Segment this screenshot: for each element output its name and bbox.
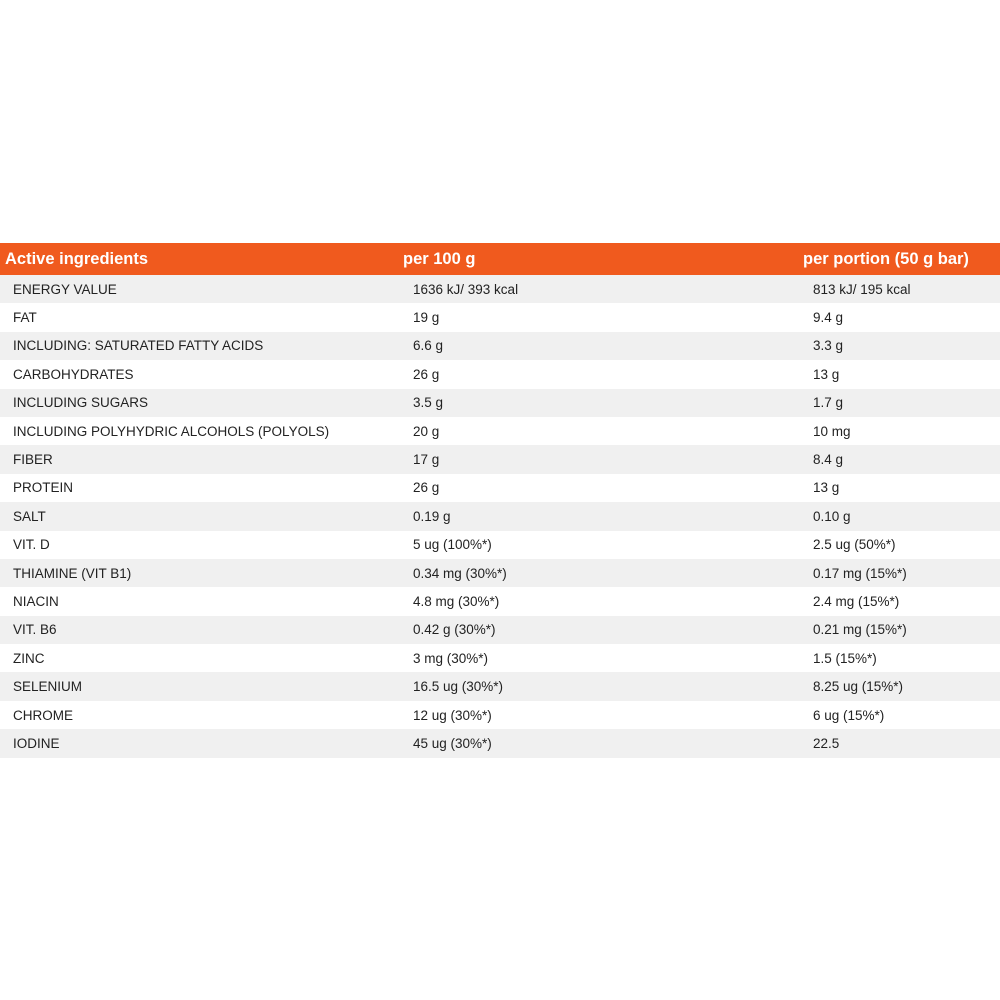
table-header (0, 243, 1000, 275)
per-portion-value-cell: 8.25 ug (15%*) (813, 679, 904, 695)
per-portion-value-cell: 13 g (813, 480, 840, 496)
ingredient-name-cell: VIT. B6 (13, 622, 57, 638)
ingredient-name-cell: IODINE (13, 735, 60, 751)
per-100g-value-cell: 0.42 g (30%*) (413, 622, 496, 638)
nutrition-table (0, 243, 1000, 758)
table-row (0, 729, 1000, 757)
table-row (0, 701, 1000, 729)
ingredient-name-cell: FIBER (13, 452, 53, 468)
per-100g-value-cell: 1636 kJ/ 393 kcal (413, 281, 519, 297)
per-100g-value-cell: 4.8 mg (30%*) (413, 593, 500, 609)
ingredient-name-cell: PROTEIN (13, 480, 74, 496)
per-100g-value-cell: 16.5 ug (30%*) (413, 679, 504, 695)
ingredient-name-cell: SELENIUM (13, 679, 83, 695)
ingredient-name-cell: CHROME (13, 707, 73, 723)
ingredient-name-cell: NIACIN (13, 593, 59, 609)
per-portion-value-cell: 22.5 (813, 735, 840, 751)
header-per-100g: per 100 g (403, 249, 476, 268)
ingredient-name-cell: INCLUDING SUGARS (13, 395, 149, 411)
per-portion-value-cell: 13 g (813, 366, 840, 382)
table-row (0, 303, 1000, 331)
per-100g-value-cell: 19 g (413, 310, 440, 326)
per-portion-value-cell: 0.17 mg (15%*) (813, 565, 907, 581)
per-portion-value-cell: 1.5 (15%*) (813, 650, 877, 666)
table-row (0, 587, 1000, 615)
per-portion-value-cell: 813 kJ/ 195 kcal (813, 281, 911, 297)
ingredient-name-cell: ZINC (13, 650, 45, 666)
per-portion-value-cell: 8.4 g (813, 452, 844, 468)
per-100g-value-cell: 5 ug (100%*) (413, 537, 492, 553)
table-row (0, 672, 1000, 700)
table-row (0, 445, 1000, 473)
table-row (0, 502, 1000, 530)
per-100g-value-cell: 26 g (413, 366, 440, 382)
per-100g-value-cell: 0.19 g (413, 508, 451, 524)
ingredient-name-cell: INCLUDING: SATURATED FATTY ACIDS (13, 338, 264, 354)
table-row (0, 332, 1000, 360)
table-row (0, 417, 1000, 445)
per-portion-value-cell: 1.7 g (813, 395, 844, 411)
per-portion-value-cell: 10 mg (813, 423, 851, 439)
ingredient-name-cell: SALT (13, 508, 46, 524)
ingredient-name-cell: CARBOHYDRATES (13, 366, 134, 382)
table-row (0, 360, 1000, 388)
per-100g-value-cell: 3.5 g (413, 395, 444, 411)
table-row (0, 474, 1000, 502)
per-portion-value-cell: 0.21 mg (15%*) (813, 622, 907, 638)
ingredient-name-cell: ENERGY VALUE (13, 281, 117, 297)
ingredient-name-cell: VIT. D (13, 537, 50, 553)
table-row (0, 559, 1000, 587)
header-row (0, 243, 1000, 275)
header-active-ingredients: Active ingredients (5, 249, 149, 268)
per-portion-value-cell: 0.10 g (813, 508, 851, 524)
table-body (0, 275, 1000, 758)
per-portion-value-cell: 2.5 ug (50%*) (813, 537, 896, 553)
per-100g-value-cell: 17 g (413, 452, 440, 468)
table-row (0, 616, 1000, 644)
per-100g-value-cell: 12 ug (30%*) (413, 707, 492, 723)
ingredient-name-cell: INCLUDING POLYHYDRIC ALCOHOLS (POLYOLS) (13, 423, 330, 439)
per-portion-value-cell: 3.3 g (813, 338, 844, 354)
table-row (0, 531, 1000, 559)
per-portion-value-cell: 2.4 mg (15%*) (813, 593, 900, 609)
per-portion-value-cell: 6 ug (15%*) (813, 707, 885, 723)
table-row (0, 389, 1000, 417)
ingredient-name-cell: FAT (13, 310, 37, 326)
per-100g-value-cell: 6.6 g (413, 338, 444, 354)
ingredient-name-cell: THIAMINE (VIT B1) (13, 565, 132, 581)
per-100g-value-cell: 26 g (413, 480, 440, 496)
per-100g-value-cell: 0.34 mg (30%*) (413, 565, 507, 581)
per-100g-value-cell: 45 ug (30%*) (413, 735, 492, 751)
per-portion-value-cell: 9.4 g (813, 310, 844, 326)
per-100g-value-cell: 20 g (413, 423, 440, 439)
table-row (0, 275, 1000, 303)
table-row (0, 644, 1000, 672)
per-100g-value-cell: 3 mg (30%*) (413, 650, 489, 666)
header-per-portion: per portion (50 g bar) (803, 249, 969, 268)
